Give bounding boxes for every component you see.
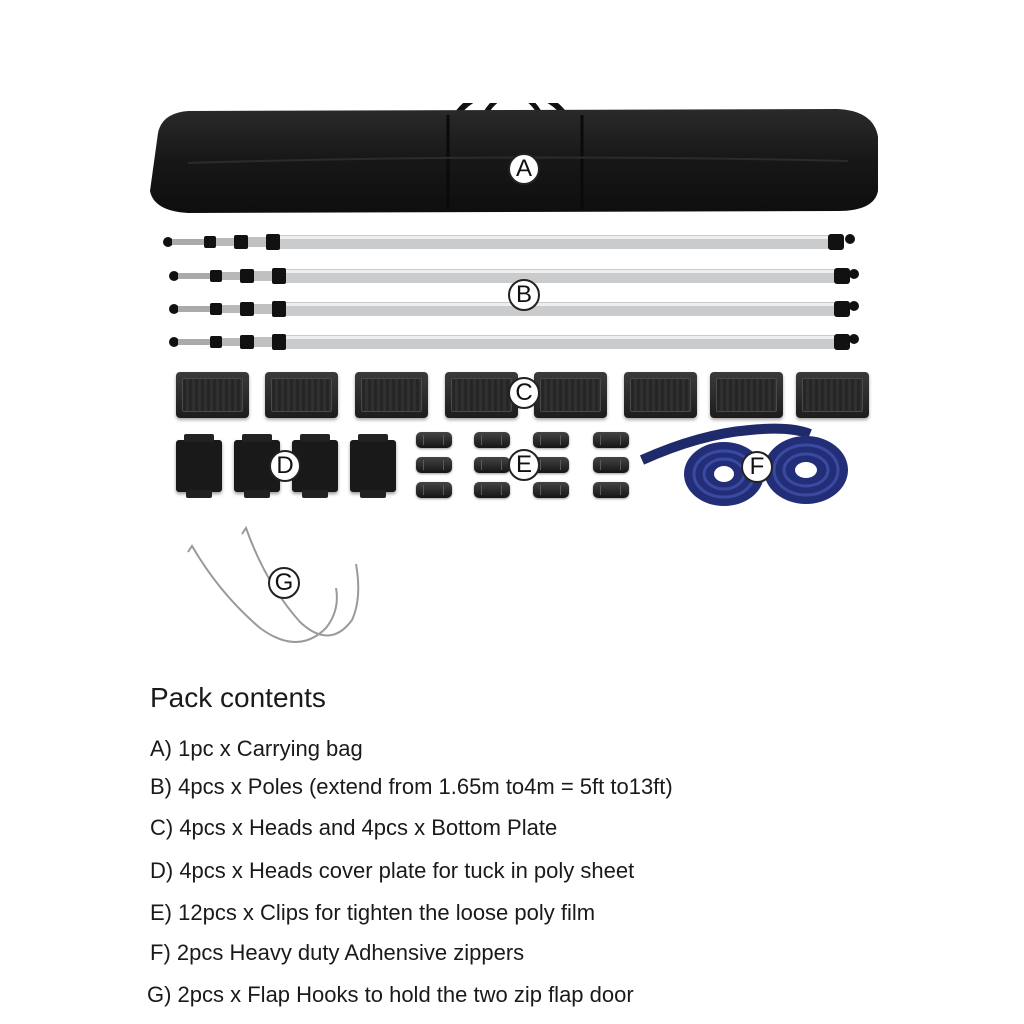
contents-item-c: C) 4pcs x Heads and 4pcs x Bottom Plate — [150, 815, 558, 840]
contents-item-d: D) 4pcs x Heads cover plate for tuck in poly sheet — [150, 858, 635, 883]
pole — [160, 331, 860, 353]
contents-item-g: G) 2pcs x Flap Hooks to hold the two zip flap door — [147, 982, 634, 1007]
contents-item-e: E) 12pcs x Clips for tighten the loose poly film — [150, 900, 596, 925]
bottom-plate — [534, 372, 607, 418]
clip — [474, 457, 510, 473]
head-plate — [355, 372, 428, 418]
clip — [593, 457, 629, 473]
clip — [593, 432, 629, 448]
contents-item-a: A) 1pc x Carrying bag — [150, 736, 363, 761]
head-plate — [445, 372, 518, 418]
head-plate — [176, 372, 249, 418]
cover-plate — [176, 440, 222, 492]
contents-item-f: F) 2pcs Heavy duty Adhensive zippers — [150, 940, 525, 965]
marker-e: E — [508, 449, 540, 481]
pole — [160, 231, 860, 253]
marker-c: C — [508, 377, 540, 409]
pole — [160, 265, 860, 287]
head-plate — [265, 372, 338, 418]
marker-a: A — [508, 153, 540, 185]
marker-d: D — [269, 450, 301, 482]
clip — [474, 432, 510, 448]
marker-f: F — [741, 451, 773, 483]
clip — [416, 482, 452, 498]
bottom-plate — [624, 372, 697, 418]
bottom-plate — [710, 372, 783, 418]
marker-b: B — [508, 279, 540, 311]
clip — [416, 432, 452, 448]
marker-g: G — [268, 567, 300, 599]
bottom-plate — [796, 372, 869, 418]
clip — [533, 482, 569, 498]
pack-contents-title: Pack contents — [150, 682, 326, 713]
cover-plate — [350, 440, 396, 492]
clip — [533, 432, 569, 448]
clip — [593, 482, 629, 498]
contents-item-b: B) 4pcs x Poles (extend from 1.65m to4m = 5ft to13ft) — [150, 774, 673, 799]
clip — [474, 482, 510, 498]
clip — [416, 457, 452, 473]
